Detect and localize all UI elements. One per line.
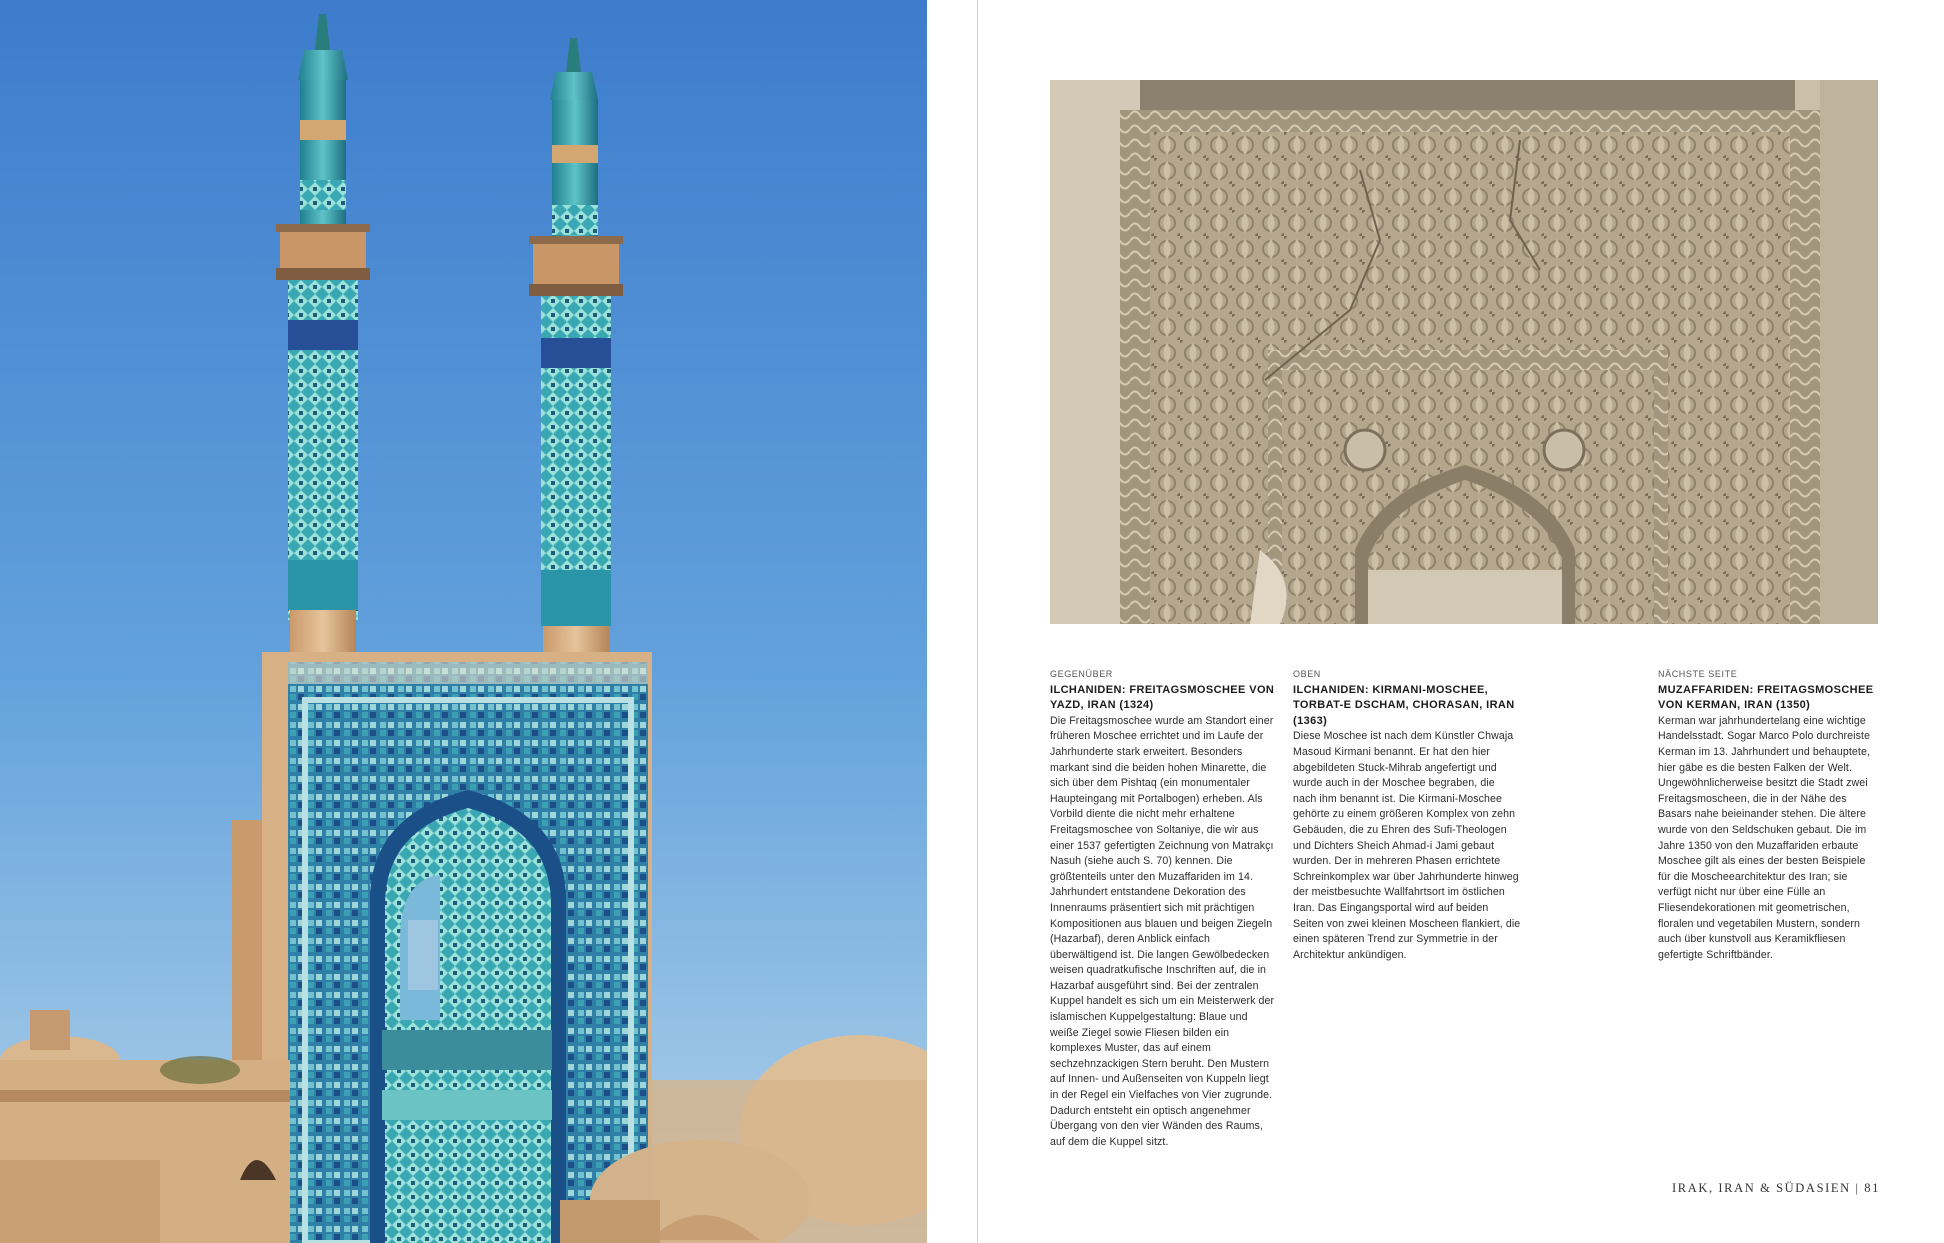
caption-kicker: GEGENÜBER xyxy=(1050,669,1113,679)
caption-kerman xyxy=(1658,667,1880,963)
caption-title: ILCHANIDEN: FREITAGSMOSCHEE VON YAZD, IRAN (1324) xyxy=(1050,683,1275,712)
caption-kirmani xyxy=(1293,667,1521,963)
caption-kicker: OBEN xyxy=(1293,669,1321,679)
caption-title: MUZAFFARIDEN: FREITAGSMOSCHEE VON KERMAN, IRAN (1350) xyxy=(1658,683,1874,712)
caption-body: Kerman war jahrhundertelang eine wichtige Handelsstadt. Sogar Marco Polo durchreiste Kerman im 13. Jahrhundert und behauptete, hier gäbe es die besten Falken der Welt. Ungewöhnlicherweise besitzt die Stadt zwei Freitagsmoscheen, die in der Nähe des Basars nahe beieinander stehen. Die ältere wurde von den Seldschuken gebaut. Die im Jahre 1350 von den Muzaffariden erbaute Moschee gilt als eines der besten Beispiele für die Moscheearchitektur des Iran; sie verfügt nicht nur über eine Fülle an Fliesendekorationen mit geometrischen, floralen und vegetabilen Mustern, sondern auch über kunstvoll aus Keramikfliesen gefertigte Schriftbänder. xyxy=(1658,714,1871,961)
caption-kicker: NÄCHSTE SEITE xyxy=(1658,669,1738,679)
caption-body: Diese Moschee ist nach dem Künstler Chwaja Masoud Kirmani benannt. Er hat den hier abgebildeten Stuck-Mihrab angefertigt und wurde auch in der Moschee begraben, die nach ihm benannt ist. Die Kirmani-Moschee gehörte zu einem größeren Komplex von zehn Gebäuden, die zu Ehren des Sufi-Theologen und Dichters Sheich Ahmad-i Jami gebaut wurden. Der in mehreren Phasen errichtete Schreinkomplex war über Jahrhunderte hinweg der meistbesuchte Wallfahrtsort im östlichen Iran. Das Eingangsportal wird auf beiden Seiten von zwei kleinen Moscheen flankiert, die einen späteren Trend zur Symmetrie in der Architektur ankündigen. xyxy=(1293,730,1521,961)
caption-title: ILCHANIDEN: KIRMANI-MOSCHEE, TORBAT-E DSCHAM, CHORASAN, IRAN (1363) xyxy=(1293,683,1515,727)
page-folio: IRAK, IRAN & SÜDASIEN | 81 xyxy=(1672,1181,1880,1195)
caption-body: Die Freitagsmoschee wurde am Standort einer früheren Moschee errichtet und im Laufe der Jahrhunderte stark erweitert. Besonders markant sind die beiden hohen Minarette, die sich über dem Pishtaq (ein monumentaler Haupteingang mit Portalbogen) erheben. Als Vorbild diente die nicht mehr erhaltene Freitagsmoschee von Soltaniye, die wir aus einer 1537 gefertigten Zeichnung von Matrakçı Nasuh (siehe auch S. 70) kennen. Die größtenteils unter den Muzaffariden im 14. Jahrhundert entstandene Dekoration des Innenraums präsentiert sich mit prächtigen Kompositionen aus blauen und beigen Ziegeln (Hazarbaf), deren Anblick einfach überwältigend ist. Die langen Gewölbedecken weisen quadratkufische Inschriften auf, die in Hazarbaf ausgeführt sind. Bei der zentralen Kuppel handelt es sich um ein Meisterwerk der islamischen Kuppelgestaltung: Blaue und weiße Ziegel sowie Fliesen bilden ein komplexes Muster, das auf einem sechzehnzackigen Stern beruht. Den Mustern auf Innen- und Außenseiten von Kuppeln liegt in der Regel ein Vielfaches von Vier zugrunde. Dadurch entsteht ein optisch angenehmer Übergang von den vier Wänden des Raums, auf dem die Kuppel sitzt. xyxy=(1050,714,1275,1148)
caption-yazd xyxy=(1050,667,1278,1150)
gutter-divider xyxy=(977,0,978,1243)
stucco-mihrab-photo xyxy=(1050,80,1878,624)
minaret-portal-photo xyxy=(0,0,927,1243)
